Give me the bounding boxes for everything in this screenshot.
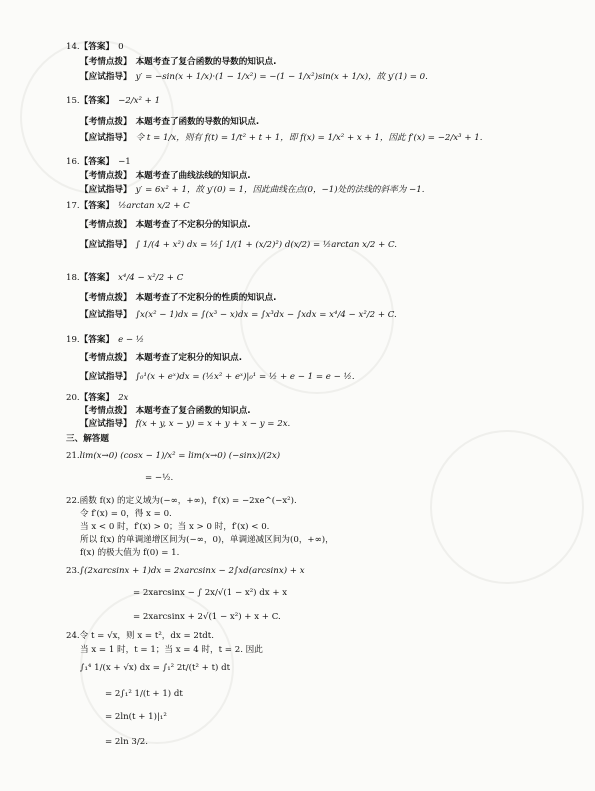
q24-line6: = 2ln 3/2. (105, 737, 148, 747)
q17-point: 【考情点拨】 本题考查了不定积分的知识点. (80, 220, 251, 230)
q23-line1: 23.∫(2xarcsinx + 1)dx = 2xarcsinx − 2∫xd(arcsinx) + x (66, 566, 305, 576)
q20-answer: 20.【答案】 2x (66, 393, 129, 403)
q21-line1: 21.lim(x→0) (cosx − 1)/x² = lim(x→0) (−sinx)/(2x) (66, 451, 281, 461)
section-heading: 三、解答题 (66, 434, 109, 444)
q22-line4: 所以 f(x) 的单调递增区间为(−∞，0)，单调递减区间为(0，+∞)， (80, 535, 334, 545)
q20-point: 【考情点拨】 本题考查了复合函数的知识点. (80, 406, 251, 416)
q24-line5: = 2ln(t + 1)|₁² (105, 712, 167, 722)
q24-line1: 24.令 t = √x，则 x = t²，dx = 2tdt. (66, 631, 214, 641)
q15-answer: 15.【答案】 −2/x² + 1 (66, 96, 161, 106)
q24-line2: 当 x = 1 时，t = 1；当 x = 4 时，t = 2. 因此 (80, 645, 263, 655)
q19-point: 【考情点拨】 本题考查了定积分的知识点. (80, 353, 242, 363)
q22-line3: 当 x < 0 时，f′(x) > 0；当 x > 0 时，f′(x) < 0. (80, 522, 270, 532)
q15-guide: 【应试指导】 令 t = 1/x，则有 f(t) = 1/t² + t + 1，即 f(x) = 1/x² + x + 1，因此 f′(x) = −2/x³ + 1. (80, 133, 483, 143)
q21-line2: = −½. (145, 473, 174, 483)
watermark-seal (430, 430, 584, 584)
q23-line3: = 2xarcsinx + 2√(1 − x²) + x + C. (133, 612, 281, 622)
q16-point: 【考情点拨】 本题考查了曲线法线的知识点. (80, 171, 251, 181)
q16-guide: 【应试指导】 y′ = 6x² + 1，故 y′(0) = 1，因此曲线在点(0，−1)处的法线的斜率为 −1. (80, 185, 425, 195)
q24-line3: ∫₁⁴ 1/(x + √x) dx = ∫₁² 2t/(t² + t) dt (80, 663, 231, 673)
q16-answer: 16.【答案】 −1 (66, 157, 131, 167)
q22-line2: 令 f′(x) = 0，得 x = 0. (80, 509, 172, 519)
q14-guide: 【应试指导】 y′ = −sin(x + 1/x)·(1 − 1/x²) = −(1 − 1/x²)sin(x + 1/x)，故 y′(1) = 0. (80, 72, 428, 82)
q19-answer: 19.【答案】 e − ½ (66, 335, 145, 345)
q14-answer: 14.【答案】 0 (66, 42, 124, 52)
q19-guide: 【应试指导】 ∫₀¹(x + eˣ)dx = (½x² + eˣ)|₀¹ = ½ + e − 1 = e − ½. (80, 372, 355, 382)
q20-guide: 【应试指导】 f(x + y, x − y) = x + y + x − y = 2x. (80, 419, 291, 429)
q15-point: 【考情点拨】 本题考查了函数的导数的知识点. (80, 117, 260, 127)
q23-line2: = 2xarcsinx − ∫ 2x/√(1 − x²) dx + x (133, 588, 288, 598)
q18-answer: 18.【答案】 x⁴/4 − x²/2 + C (66, 273, 184, 283)
q22-line1: 22.函数 f(x) 的定义域为(−∞，+∞)，f′(x) = −2xe^(−x²). (66, 496, 297, 506)
q17-guide: 【应试指导】 ∫ 1/(4 + x²) dx = ½∫ 1/(1 + (x/2)²) d(x/2) = ½arctan x/2 + C. (80, 240, 398, 250)
q22-line5: f(x) 的极大值为 f(0) = 1. (80, 548, 180, 558)
q14-point: 【考情点拨】 本题考查了复合函数的导数的知识点. (80, 57, 277, 67)
q17-answer: 17.【答案】 ½arctan x/2 + C (66, 201, 190, 211)
q18-point: 【考情点拨】 本题考查了不定积分的性质的知识点. (80, 293, 277, 303)
q24-line4: = 2∫₁² 1/(t + 1) dt (105, 689, 183, 699)
q18-guide: 【应试指导】 ∫x(x² − 1)dx = ∫(x³ − x)dx = ∫x³dx − ∫xdx = x⁴/4 − x²/2 + C. (80, 310, 397, 320)
